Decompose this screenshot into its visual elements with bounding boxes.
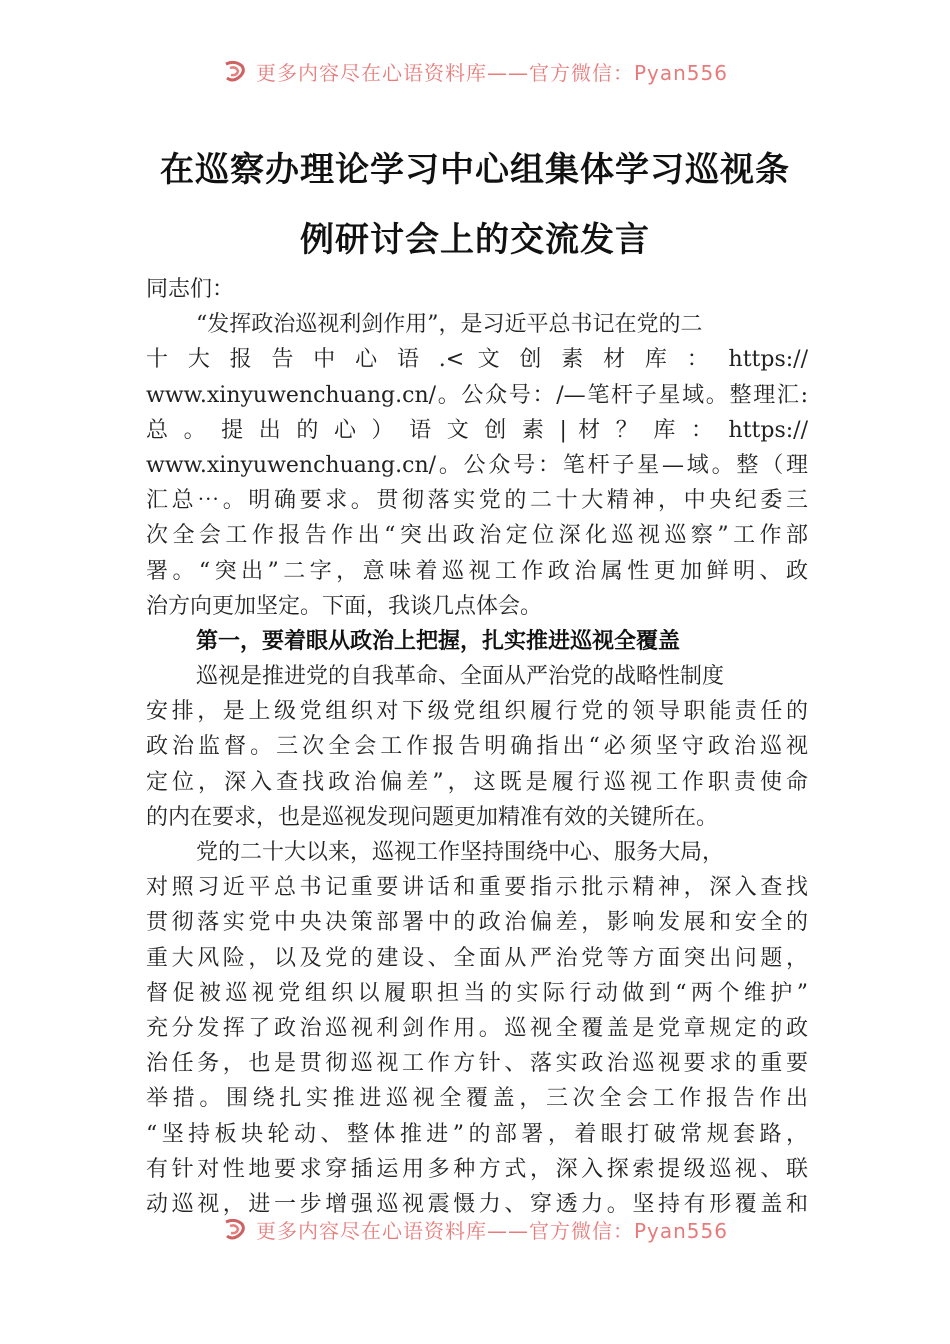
text-line: 治任务，也是贯彻巡视工作方针、落实政治巡视要求的重要 — [146, 1051, 808, 1077]
text-line: “坚持板块轮动、整体推进”的部署，着眼打破常规套路， — [146, 1121, 808, 1147]
text-line: 总 。 提 出 的 心 ） 语 文 创 素 | 材 ？ 库 ： https:// — [146, 417, 808, 443]
text-line: 巡视是推进党的自我革命、全面从严治党的战略性制度 — [196, 664, 725, 690]
text-line: 汇总⋯。明确要求。贯彻落实党的二十大精神，中央纪委三 — [146, 488, 808, 514]
title-line-2: 例研讨会上的交流发言 — [300, 220, 650, 260]
text-line: 定位，深入查找政治偏差”，这既是履行巡视工作职责使命 — [146, 769, 808, 795]
text-line: 充分发挥了政治巡视利剑作用。巡视全覆盖是党章规定的政 — [146, 1015, 808, 1041]
watermark-logo-icon — [222, 58, 248, 84]
text-line: www.xinyuwenchuang.cn/。公众号：笔杆子星—域。整（理 — [146, 452, 808, 478]
text-line: “发挥政治巡视利剑作用”，是习近平总书记在党的二 — [196, 312, 703, 338]
text-line: 次全会工作报告作出“突出政治定位深化巡视巡察”工作部 — [146, 523, 808, 549]
text-line: www.xinyuwenchuang.cn/。公众号：/—笔杆子星域。整理汇: — [146, 382, 808, 408]
text-line: 举措。围绕扎实推进巡视全覆盖，三次全会工作报告作出 — [146, 1086, 808, 1112]
text-line: 安排，是上级党组织对下级党组织履行党的领导职能责任的 — [146, 699, 808, 725]
text-line: 的内在要求，也是巡视发现问题更加精准有效的关键所在。 — [146, 804, 719, 830]
text-line: 治方向更加坚定。下面，我谈几点体会。 — [146, 593, 543, 619]
text-line: 政治监督。三次全会工作报告明确指出“必须坚守政治巡视 — [146, 734, 808, 760]
document-body — [146, 272, 808, 1222]
title-line-1: 在巡察办理论学习中心组集体学习巡视条 — [160, 150, 790, 190]
text-line: 党的二十大以来，巡视工作坚持围绕中心、服务大局， — [196, 840, 725, 865]
text-line: 十 大 报 告 中 心 语 .< 文 创 素 材 库 ： https:// — [146, 347, 808, 373]
watermark-text: 更多内容尽在心语资料库——官方微信：Pyan556 — [255, 1218, 728, 1243]
text-line: 动巡视，进一步增强巡视震慑力、穿透力。坚持有形覆盖和 — [146, 1191, 808, 1217]
header-watermark — [0, 56, 950, 86]
text-line: 对照习近平总书记重要讲话和重要指示批示精神，深入查找 — [146, 875, 808, 901]
salutation: 同志们： — [146, 277, 235, 302]
watermark-text: 更多内容尽在心语资料库——官方微信：Pyan556 — [255, 60, 728, 85]
section-heading: 第一，要着眼从政治上把握，扎实推进巡视全覆盖 — [196, 628, 681, 654]
text-line: 贯彻落实党中央决策部署中的政治偏差，影响发展和安全的 — [146, 910, 808, 936]
text-line: 督促被巡视党组织以履职担当的实际行动做到“两个维护” — [146, 980, 808, 1006]
watermark-logo-icon — [222, 1216, 248, 1242]
text-line: 重大风险，以及党的建设、全面从严治党等方面突出问题， — [146, 945, 808, 971]
text-line: 有针对性地要求穿插运用多种方式，深入探索提级巡视、联 — [146, 1156, 808, 1182]
footer-watermark — [0, 1214, 950, 1244]
text-line: 署。“突出”二字，意味着巡视工作政治属性更加鲜明、政 — [146, 558, 808, 584]
